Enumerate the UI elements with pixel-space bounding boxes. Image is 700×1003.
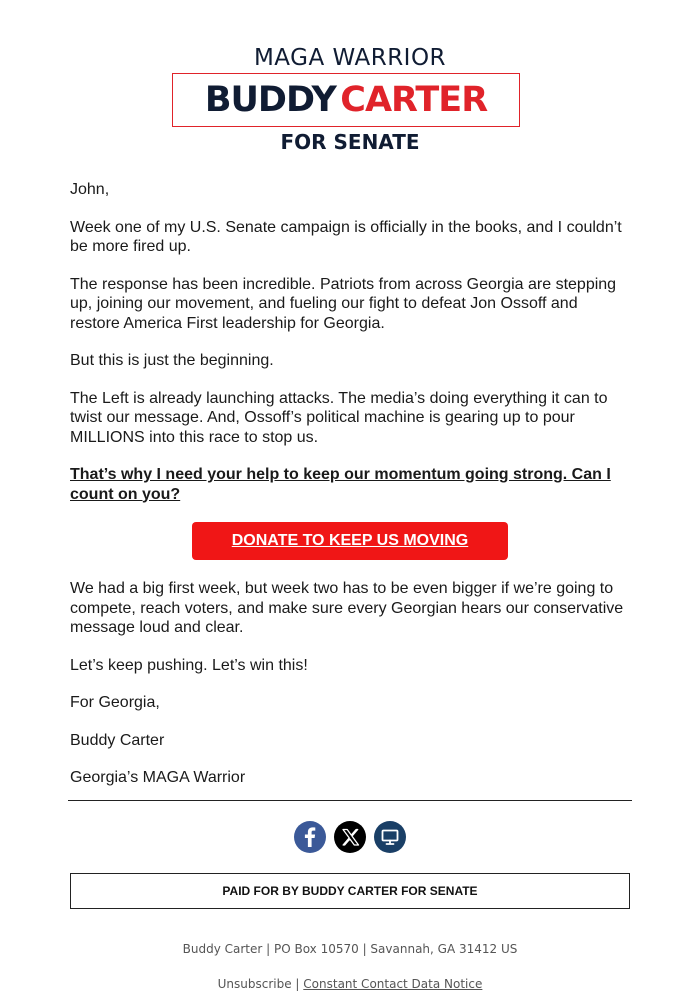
logo-subtitle: FOR SENATE <box>280 130 420 154</box>
footer-links <box>0 977 700 991</box>
facebook-icon[interactable] <box>294 821 326 853</box>
logo-name-box <box>172 73 520 127</box>
signature-name: Buddy Carter <box>70 731 165 749</box>
email-header <box>0 44 700 154</box>
x-icon[interactable] <box>334 821 366 853</box>
paragraph-attacks: The Left is already launching attacks. The media’s doing everything it can to twist our message. And, Ossoff’s political machine is gearing up to pour MILLIONS into this race to stop us. <box>70 389 608 446</box>
unsubscribe-link[interactable]: Unsubscribe <box>217 977 292 991</box>
footer-divider <box>68 800 632 801</box>
footer-separator: | <box>295 977 300 991</box>
email-body <box>70 180 630 806</box>
paid-for-disclaimer: PAID FOR BY BUDDY CARTER FOR SENATE <box>70 873 630 909</box>
donate-button-wrap <box>70 522 630 560</box>
paragraph-week-one: Week one of my U.S. Senate campaign is officially in the books, and I couldn’t be more fired up. <box>70 218 622 255</box>
data-notice-link[interactable]: Constant Contact Data Notice <box>303 977 483 991</box>
cta-donate-link[interactable]: That’s why I need your help to keep our momentum going strong. Can I count on you? <box>70 466 611 503</box>
logo-last-name: CARTER <box>340 80 488 120</box>
paragraph-response: The response has been incredible. Patriots from across Georgia are stepping up, joining our movement, and fueling our fight to defeat Jon Ossoff and restore America First leadership for Georgia. <box>70 275 617 332</box>
mailing-address: Buddy Carter | PO Box 10570 | Savannah, GA 31412 US <box>182 942 518 956</box>
monitor-icon[interactable] <box>374 821 406 853</box>
signature-title: Georgia’s MAGA Warrior <box>70 769 246 786</box>
donate-button[interactable]: DONATE TO KEEP US MOVING <box>192 522 508 560</box>
paragraph-beginning: But this is just the beginning. <box>70 352 274 369</box>
closing: For Georgia, <box>70 694 160 711</box>
logo-first-name: BUDDY <box>204 80 336 120</box>
paragraph-week-two: We had a big first week, but week two has to be even bigger if we’re going to compete, reach voters, and make sure every Georgian hears our conservative message loud and clear. <box>70 580 624 636</box>
social-links <box>0 821 700 853</box>
greeting: John, <box>70 181 110 198</box>
logo-tagline: MAGA WARRIOR <box>253 45 447 71</box>
paragraph-keep-pushing: Let’s keep pushing. Let’s win this! <box>70 656 308 674</box>
